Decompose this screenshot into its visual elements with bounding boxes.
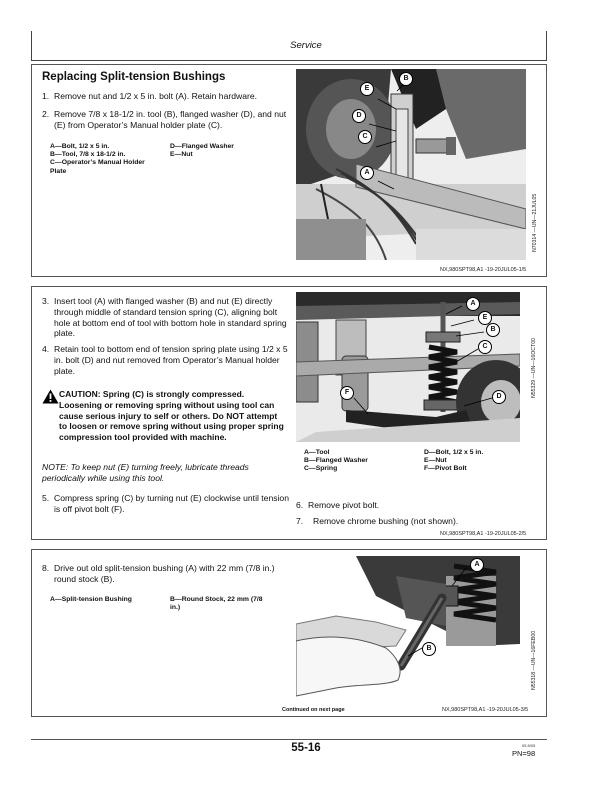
step-5 [42, 493, 292, 515]
callout-b: B [486, 323, 500, 337]
section-1-illustration [296, 69, 526, 260]
section-2-photo [296, 292, 520, 442]
section-3-figure-id: N55318 —UN—16FEB00 [531, 630, 537, 690]
callout-c: C [478, 340, 492, 354]
section-1-figure-id: N70314 —UN—21JUL05 [532, 193, 538, 252]
step-3-number: 3. [42, 296, 50, 306]
section-3-illustration [296, 556, 520, 704]
step-4-text: Retain tool to bottom end of tension spring plate using 1/2 x 5 in. bolt (D) and nut removed from Operator’s Manual holder plate. [54, 344, 288, 376]
step-4 [42, 344, 292, 376]
step-5-number: 5. [42, 493, 50, 503]
step-2-text: Remove 7/8 x 18-1/2 in. tool (B), flanged washer (D), and nut (E) from Operator’s Manual holder plate (C). [54, 109, 287, 130]
step-8 [42, 563, 292, 585]
callout-e: E [478, 311, 492, 325]
step-3-text: Insert tool (A) with flanged washer (B) and nut (E) directly through middle of standard tension spring (C), aligning bolt hole at bottom end of tool with bottom hole in standard spring plate. [54, 296, 287, 339]
footer-small-code: 05 8/05 [522, 743, 536, 748]
footer-rule [31, 739, 547, 740]
section-2-legend-right: D—Bolt, 1/2 x 5 in. E—Nut F—Pivot Bolt [424, 449, 484, 473]
caution-text: CAUTION: Spring (C) is strongly compressed. Loosening or removing spring without using tool can cause serious injury to self or others. Do NOT attempt to loosen or remove spring without using proper spring compression tool provided with machine. [59, 389, 284, 443]
step-7 [296, 516, 526, 527]
step-8-number: 8. [42, 563, 50, 573]
section-1-legend-right: D—Flanged Washer E—Nut [170, 143, 234, 159]
section-1-title: Replacing Split-tension Bushings [42, 71, 226, 83]
callout-c: C [358, 130, 372, 144]
callout-a: A [466, 297, 480, 311]
step-6-text: Remove pivot bolt. [308, 500, 380, 510]
step-7-text: Remove chrome bushing (not shown). [313, 516, 459, 526]
step-1-number: 1. [42, 91, 50, 101]
section-1-ref-code: NX,980SPT98,A1 -19-20JUL05-1/5 [440, 267, 527, 273]
callout-d: D [492, 390, 506, 404]
step-6 [296, 500, 526, 511]
step-2-number: 2. [42, 109, 50, 119]
step-1-text: Remove nut and 1/2 x 5 in. bolt (A). Retain hardware. [54, 91, 258, 101]
callout-a: A [470, 558, 484, 572]
footer-pn: PN=98 [512, 749, 536, 758]
section-3-photo [296, 556, 520, 704]
section-2-ref-code: NX,980SPT98,A1 -19-20JUL05-2/5 [440, 531, 527, 537]
step-4-number: 4. [42, 344, 50, 354]
section-3-legend-right: B—Round Stock, 22 mm (7/8 in.) [170, 596, 263, 612]
section-2-figure-id: N55329 —UN—16OCT00 [531, 338, 537, 398]
step-2 [42, 109, 292, 131]
page-number: 55-16 [291, 742, 321, 754]
step-8-text: Drive out old split-tension bushing (A) with 22 mm (7/8 in.) round stock (B). [54, 563, 275, 584]
page-header-title: Service [290, 40, 322, 51]
section-1-photo [296, 69, 526, 260]
step-3 [42, 296, 292, 339]
spring-coil [429, 347, 457, 402]
callout-e: E [360, 82, 374, 96]
callout-d: D [352, 109, 366, 123]
section-3-legend-left: A—Split-tension Bushing [50, 596, 132, 603]
step-6-number: 6. [296, 500, 304, 510]
section-3-ref-code: NX,980SPT98,A1 -19-20JUL05-3/5 [442, 707, 529, 713]
callout-f: F [340, 386, 354, 400]
warning-icon [42, 389, 59, 404]
section-1-legend-left: A—Bolt, 1/2 x 5 in. B—Tool, 7/8 x 18-1/2 in. C—Operator’s Manual Holder Plate [50, 143, 145, 175]
callout-a: A [360, 166, 374, 180]
step-7-number: 7. [296, 516, 304, 526]
step-5-text: Compress spring (C) by turning nut (E) clockwise until tension is off pivot bolt (F). [54, 493, 289, 514]
note-text: NOTE: To keep nut (E) turning freely, lubricate threads periodically while using this tool. [42, 462, 249, 483]
continued-note: Continued on next page [282, 707, 345, 713]
step-1 [42, 91, 290, 102]
callout-b: B [399, 72, 413, 86]
section-2-legend-left: A—Tool B—Flanged Washer C—Spring [304, 449, 368, 473]
callout-b: B [422, 642, 436, 656]
